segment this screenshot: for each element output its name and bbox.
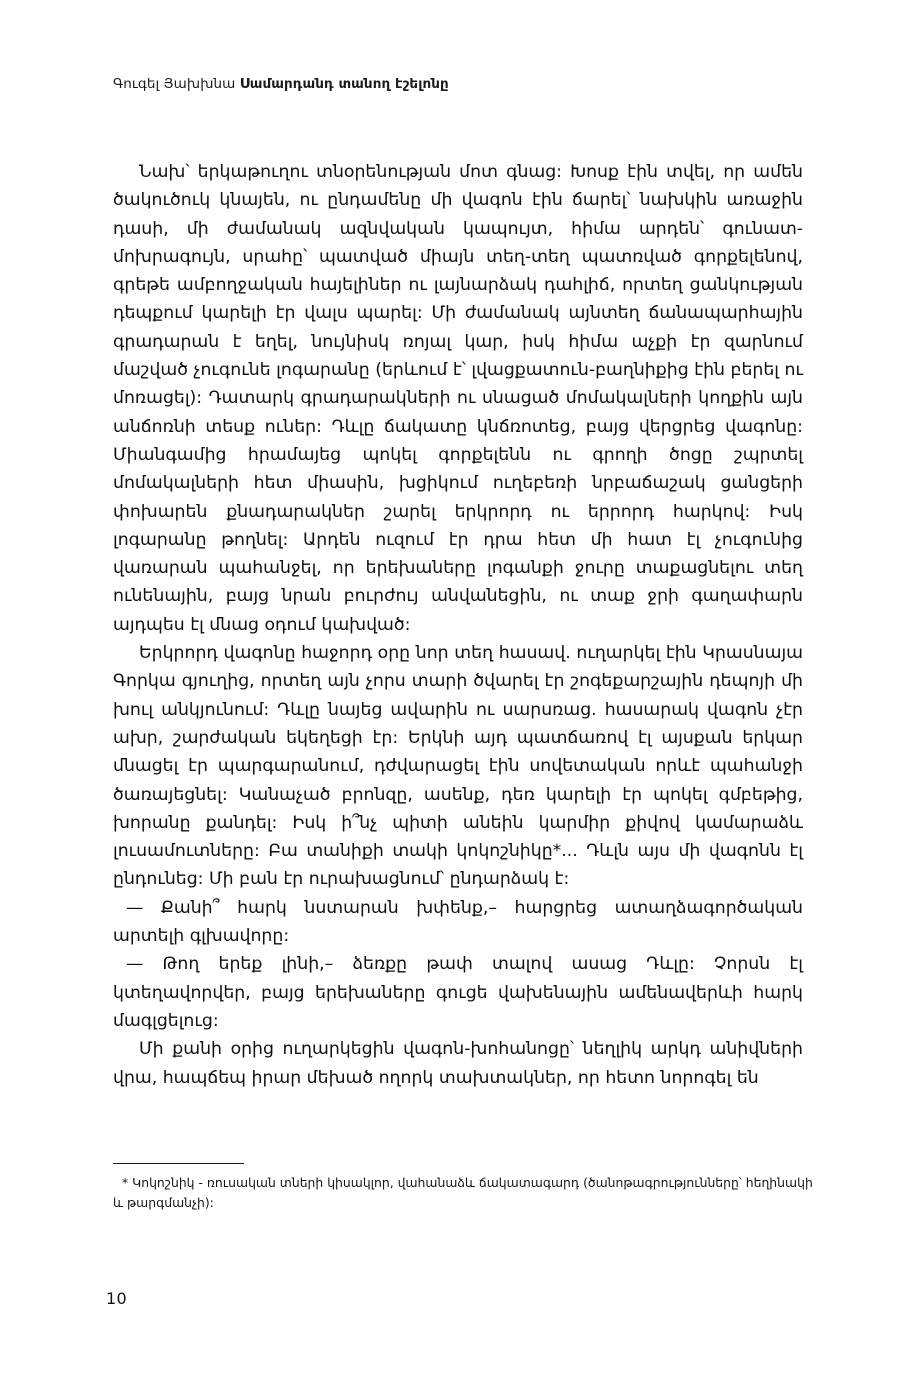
body-paragraph-dialogue: — Քանի՞ հարկ նստարան խփենք,– հարցրեց ատաղձագործական արտելի գլխավորը: [113, 897, 803, 947]
body-text-block [113, 158, 803, 1092]
body-paragraph: Մի քանի օրից ուղարկեցին վագոն-խոհանոցը՝ նեղլիկ արկդ անիվների վրա, հապճեպ իրար մեխած ողորկ տախտակներ, որ հետո նորոգել են [113, 1039, 803, 1088]
footnote-text [113, 1173, 813, 1212]
footnote-separator-rule [113, 1163, 244, 1164]
page-number: 10 [106, 1289, 127, 1308]
body-paragraph: Երկրորդ վագոնը հաջորդ օրը նոր տեղ հասավ. ուղարկել էին Կրասնայա Գորկա գյուղից, որտեղ այն չորս տարի ծվարել էր շոգեքարշային դեպոյի մի խուլ անկյունում: Դևլը նայեց ավարին ու սարսռաց. հասարակ վագոն չէր ախր, շարժական եկեղեցի էր: Երկնի այդ պատճառով էլ այսքան երկար մնացել էր պարգարանում, դժվարացել էին սովետական որևէ պահանջի ծառայեցնել: Կանաչած բրոնզը, ասենք, դեռ կարելի էր պոկել գմբեթից, խորանը քանդել: Իսկ ի՞նչ պիտի անեին կարմիր քիվով կամարաձև լուսամուտները: Բա տանիքի տակի կոկոշնիկը*... Դևլն այս մի վագոնն էլ ընդունեց: Մի բան էր ուրախացնում՝ ընդարձակ է: [113, 643, 803, 890]
running-head-author: Գուգել Յախխնա [113, 76, 236, 92]
running-head-title: Սամարդանդ տանող էշելոնը [239, 76, 449, 92]
body-paragraph: Նախ՝ երկաթուղու տնօրենության մոտ գնաց: Խոսք էին տվել, որ ամեն ծակուծուկ կնայեն, ու ընդամենը մի վագոն էին ճարել՝ նախկին առաջին դասի, մի ժամանակ ազնվական կապույտ, հիմա արդեն՝ գունատ-մոխրագույն, սրահը՝ պատված միայն տեղ-տեղ պատռված գորքելենով, գրեթե ամբողջական հայելիներ ու լայնարձակ դահլիճ, որտեղ ցանկության դեպքում կարելի էր վալս պարել: Մի ժամանակ այնտեղ ճանապարհային գրադարան է եղել, նույնիսկ ռոյալ կար, իսկ հիմա աչքի էր զարնում մաշված չուգունե լոգարանը (երևում է՝ լվացքատուն-բաղնիքից էին բերել ու մոռացել): Դատարկ գրադարակների ու սնացած մոմակալների կողքին այն անճոռնի տեսք ուներ: Դևլը ճակատը կնճռոտեց, բայց վերցրեց վագոնը: Միանգամից հրամայեց պոկել գորքելենն ու գրողի ծոցը շպրտել մոմակալների հետ միասին, խցիկում ուղեբեռի նրբաճաշակ ցանցերի փոխարեն քնադարակներ շարել երկրորդ ու երրորդ հարկով: Իսկ լոգարանը թողնել: Արդեն ուզում էր դրա հետ մի հատ էլ չուգունից վառարան պահանջել, որ երեխաները լոգանքի ջուրը տաքացնելու տեղ ունենային, բայց նրան բուրժույ անվանեցին, ու տաք ջրի գաղափարն այդպես էլ մնաց օդում կախված: [113, 162, 803, 635]
footnote-marker: * [122, 1175, 129, 1190]
footnote-body: Կոկոշնիկ - ռուսական տների կիսակլոր, վահանաձև ճակատագարդ (ծանոթագրությունները՝ հեղինակի և թարգմանչի): [113, 1175, 813, 1210]
body-paragraph-dialogue: — Թող երեք լինի,– ձեռքը թափ տալով ասաց Դևլը: Չորսն էլ կտեղավորվեր, բայց երեխաները գուցե վախենային ամենավերևի հարկ մագլցելուց: [113, 954, 803, 1031]
running-head [113, 76, 803, 94]
footnote-area [113, 1163, 813, 1212]
